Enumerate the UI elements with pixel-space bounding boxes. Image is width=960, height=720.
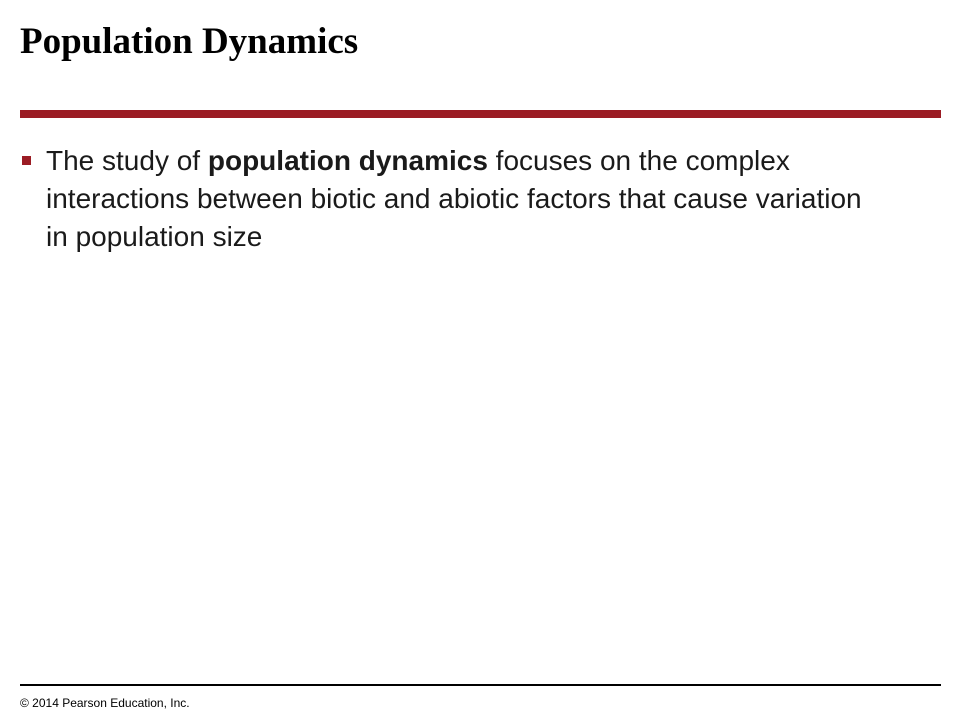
bullet-text — [46, 145, 862, 252]
bullet-item — [18, 142, 868, 256]
bullet-list — [18, 142, 868, 256]
title-divider — [20, 110, 941, 118]
bullet-text-emphasis: population dynamics — [207, 145, 488, 176]
copyright-footer: © 2014 Pearson Education, Inc. — [20, 696, 190, 710]
slide-title: Population Dynamics — [20, 21, 359, 62]
bullet-text-lead: The study of — [46, 145, 208, 176]
footer-divider — [20, 684, 941, 686]
bullet-text-rest: focuses on the complex interactions between biotic and abiotic factors that cause variation in population size — [46, 145, 862, 252]
square-bullet-icon — [22, 156, 31, 165]
